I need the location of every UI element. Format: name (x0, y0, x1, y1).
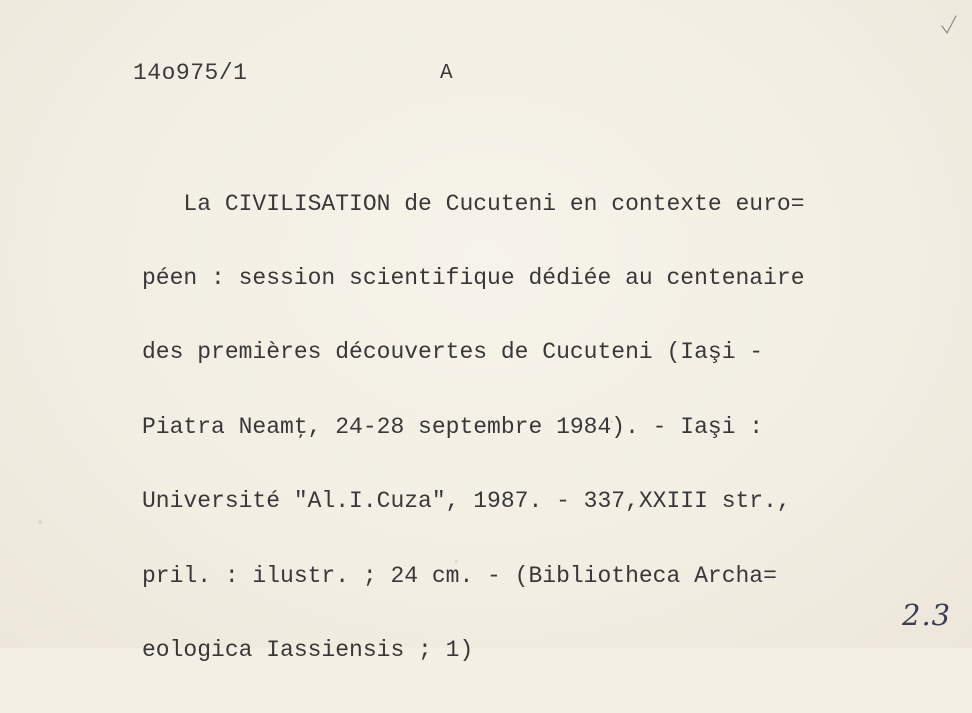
handwritten-note: 2.3 (902, 598, 952, 632)
entry-line: péen : session scientifique dédiée au centenaire (142, 264, 805, 291)
paper-spot (38, 520, 42, 524)
section-letter: A (440, 62, 453, 85)
bibliographic-entry (142, 142, 805, 712)
entry-line: La CIVILISATION de Cucuteni en contexte euro= (142, 190, 805, 217)
entry-line: Université "Al.I.Cuza", 1987. - 337,XXIII str., (142, 488, 791, 515)
entry-line: Piatra Neamţ, 24-28 septembre 1984). - Iaşi : (142, 413, 764, 440)
entry-line: pril. : ilustr. ; 24 cm. - (Bibliotheca Archa= (142, 562, 777, 589)
entry-line: des premières découvertes de Cucuteni (Iaşi - (142, 339, 764, 366)
accession-number: 14o975/1 (133, 60, 248, 86)
check-mark-icon (940, 14, 958, 36)
entry-line: eologica Iassiensis ; 1) (142, 636, 474, 663)
